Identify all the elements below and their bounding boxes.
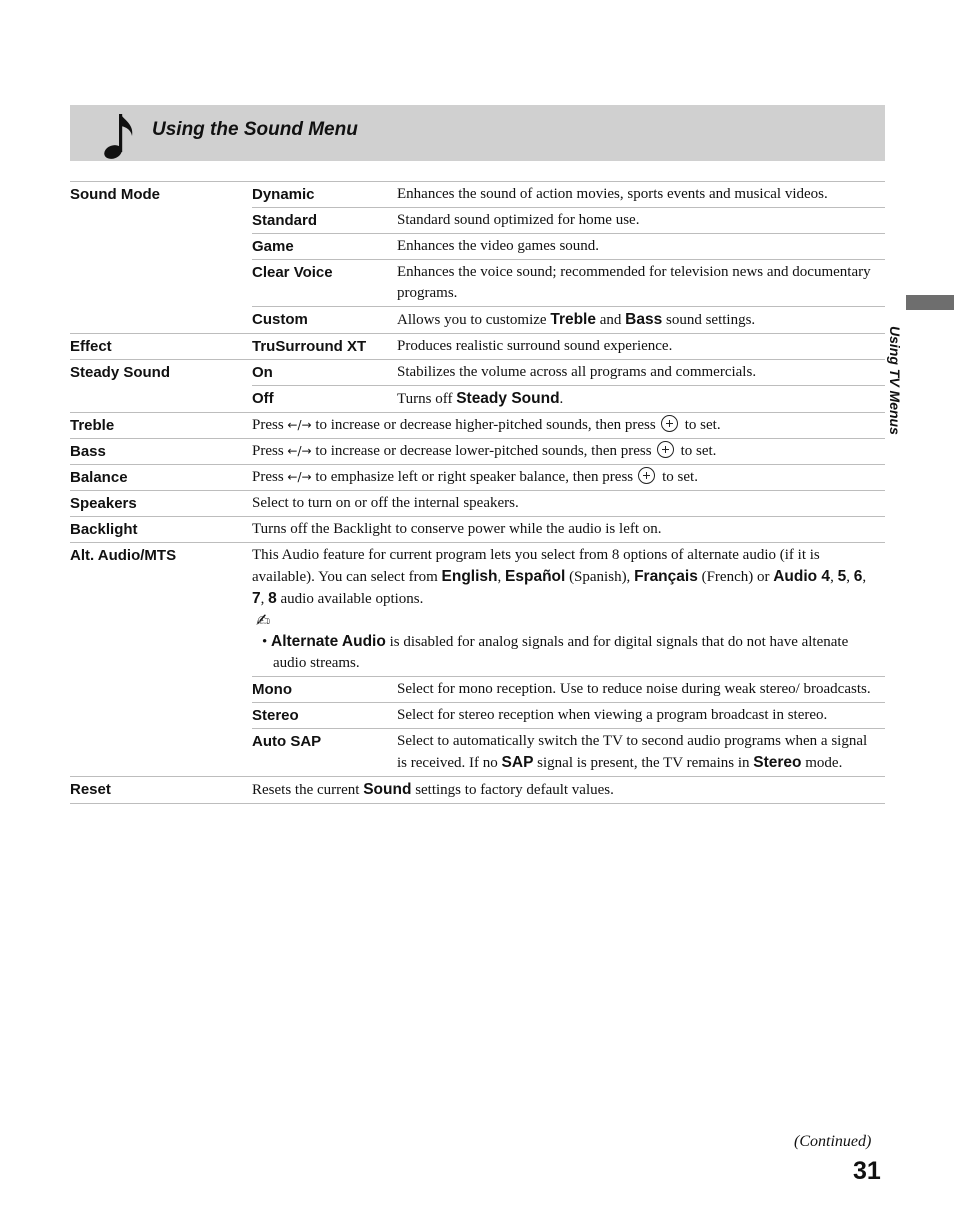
enter-button-icon <box>638 467 655 484</box>
item-backlight: Backlight <box>70 517 252 543</box>
option-stereo: Stereo <box>252 703 397 729</box>
table-row <box>70 360 885 386</box>
desc-standard: Standard sound optimized for home use. <box>397 208 885 234</box>
item-alt-audio: Alt. Audio/MTS <box>70 543 252 677</box>
desc-dynamic: Enhances the sound of action movies, sports events and musical videos. <box>397 182 885 208</box>
item-effect: Effect <box>70 334 252 360</box>
sound-menu-table <box>70 181 885 804</box>
desc-clear-voice: Enhances the voice sound; recommended for television news and documentary programs. <box>397 260 885 307</box>
section-header <box>70 105 885 161</box>
item-treble: Treble <box>70 413 252 439</box>
table-row <box>70 543 885 677</box>
desc-game: Enhances the video games sound. <box>397 234 885 260</box>
item-bass: Bass <box>70 439 252 465</box>
desc-reset: Resets the current Sound settings to factory default values. <box>252 777 885 804</box>
item-reset: Reset <box>70 777 252 804</box>
table-row <box>70 439 885 465</box>
table-row <box>70 777 885 804</box>
desc-off: Turns off Steady Sound. <box>397 386 885 413</box>
note-bullet: • Alternate Audio is disabled for analog signals and for digital signals that do not have altenate audio streams. <box>262 633 849 671</box>
desc-balance: Press ←/→ to emphasize left or right speaker balance, then press to set. <box>252 465 885 491</box>
table-row <box>70 517 885 543</box>
table-row <box>70 703 885 729</box>
table-row <box>70 465 885 491</box>
item-speakers: Speakers <box>70 491 252 517</box>
option-auto-sap: Auto SAP <box>252 729 397 777</box>
table-row <box>70 677 885 703</box>
table-row <box>70 413 885 439</box>
option-on: On <box>252 360 397 386</box>
option-trusurround: TruSurround XT <box>252 334 397 360</box>
continued-note: (Continued) <box>794 1133 872 1150</box>
table-row <box>70 386 885 413</box>
note-memo-icon: ✍ <box>256 611 271 631</box>
option-game: Game <box>252 234 397 260</box>
item-balance: Balance <box>70 465 252 491</box>
option-standard: Standard <box>252 208 397 234</box>
option-custom: Custom <box>252 307 397 334</box>
table-row <box>70 307 885 334</box>
left-right-arrows-icon: ←/→ <box>287 418 312 432</box>
table-row <box>70 491 885 517</box>
desc-mono: Select for mono reception. Use to reduce noise during weak stereo/ broadcasts. <box>397 677 885 703</box>
desc-treble: Press ←/→ to increase or decrease higher-pitched sounds, then press to set. <box>252 413 885 439</box>
option-mono: Mono <box>252 677 397 703</box>
table-row <box>70 334 885 360</box>
desc-speakers: Select to turn on or off the internal speakers. <box>252 491 885 517</box>
enter-button-icon <box>661 415 678 432</box>
desc-on: Stabilizes the volume across all programs and commercials. <box>397 360 885 386</box>
table-row <box>70 208 885 234</box>
desc-auto-sap: Select to automatically switch the TV to second audio programs when a signal is received. If no SAP signal is present, the TV remains in Stereo mode. <box>397 729 885 777</box>
desc-custom: Allows you to customize Treble and Bass sound settings. <box>397 307 885 334</box>
item-steady-sound: Steady Sound <box>70 360 252 386</box>
side-tab-label: Using TV Menus <box>887 326 903 435</box>
enter-button-icon <box>657 441 674 458</box>
item-sound-mode: Sound Mode <box>70 182 252 208</box>
music-note-icon <box>102 110 138 160</box>
option-clear-voice: Clear Voice <box>252 260 397 307</box>
table-row <box>70 182 885 208</box>
page-title: Using the Sound Menu <box>152 119 358 140</box>
table-row <box>70 260 885 307</box>
desc-alt-audio: This Audio feature for current program lets you select from 8 options of alternate audio (if it is available). You can select from English, Español (Spanish), Français (French) or Audio 4, 5, 6, 7, 8 audio available options. ✍ • Alternate Audio is disabled for analog signals and for digital signals that do not have altenate audio streams. <box>252 543 885 677</box>
desc-backlight: Turns off the Backlight to conserve power while the audio is left on. <box>252 517 885 543</box>
left-right-arrows-icon: ←/→ <box>287 470 312 484</box>
side-tab-marker <box>906 295 954 310</box>
left-right-arrows-icon: ←/→ <box>287 444 312 458</box>
desc-stereo: Select for stereo reception when viewing a program broadcast in stereo. <box>397 703 885 729</box>
desc-bass: Press ←/→ to increase or decrease lower-pitched sounds, then press to set. <box>252 439 885 465</box>
desc-trusurround: Produces realistic surround sound experience. <box>397 334 885 360</box>
option-dynamic: Dynamic <box>252 182 397 208</box>
option-off: Off <box>252 386 397 413</box>
table-row <box>70 729 885 777</box>
page-number: 31 <box>853 1157 881 1185</box>
table-row <box>70 234 885 260</box>
